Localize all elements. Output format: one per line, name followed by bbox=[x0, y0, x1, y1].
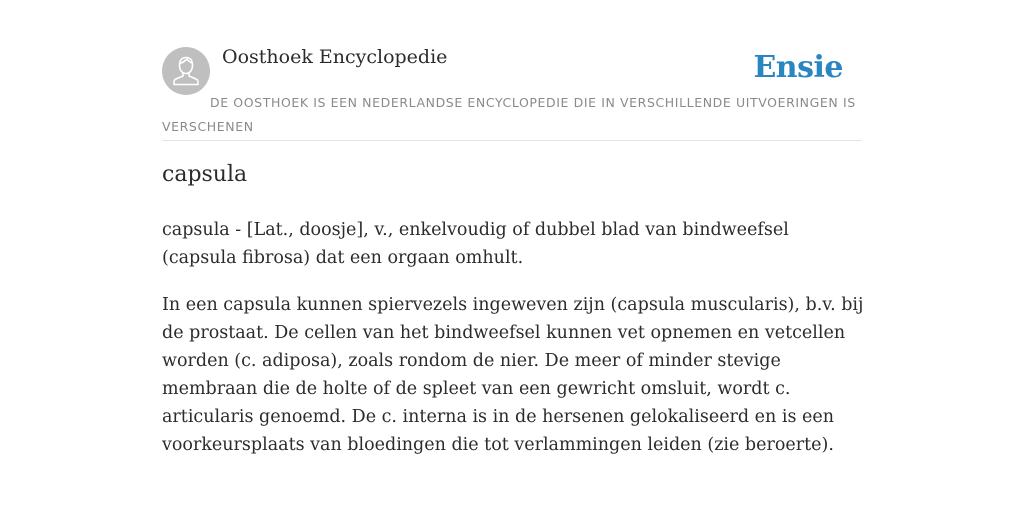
user-avatar-icon bbox=[162, 47, 210, 95]
avatar[interactable] bbox=[162, 47, 210, 95]
entry-paragraph-2: In een capsula kunnen spiervezels ingeweven zijn (capsula muscularis), b.v. bij de prostaat. De cellen van het bindweefsel kunnen vet opnemen en vetcellen worden (c. adiposa), zoals rondom de nier. De meer of minder stevige membraan die de holte of de spleet van een gewricht omsluit, wordt c. articularis genoemd. De c. interna is in de hersenen gelokaliseerd en is een voorkeursplaats van bloedingen die tot verlammingen leiden (zie beroerte). bbox=[162, 295, 864, 455]
site-header bbox=[162, 40, 862, 141]
brand-logo[interactable]: Ensie bbox=[753, 50, 843, 85]
entry-title: capsula bbox=[162, 162, 248, 187]
site-name[interactable]: Oosthoek Encyclopedie bbox=[222, 46, 448, 68]
site-tagline: DE OOSTHOEK IS EEN NEDERLANDSE ENCYCLOPEDIE DIE IN VERSCHILLENDE UITVOERINGEN IS VERSCHENEN bbox=[162, 95, 856, 134]
entry-paragraph-1: capsula - [Lat., doosje], v., enkelvoudig of dubbel blad van bindweefsel (capsula fibrosa) dat een orgaan omhult. bbox=[162, 220, 789, 268]
entry-body bbox=[162, 216, 864, 478]
